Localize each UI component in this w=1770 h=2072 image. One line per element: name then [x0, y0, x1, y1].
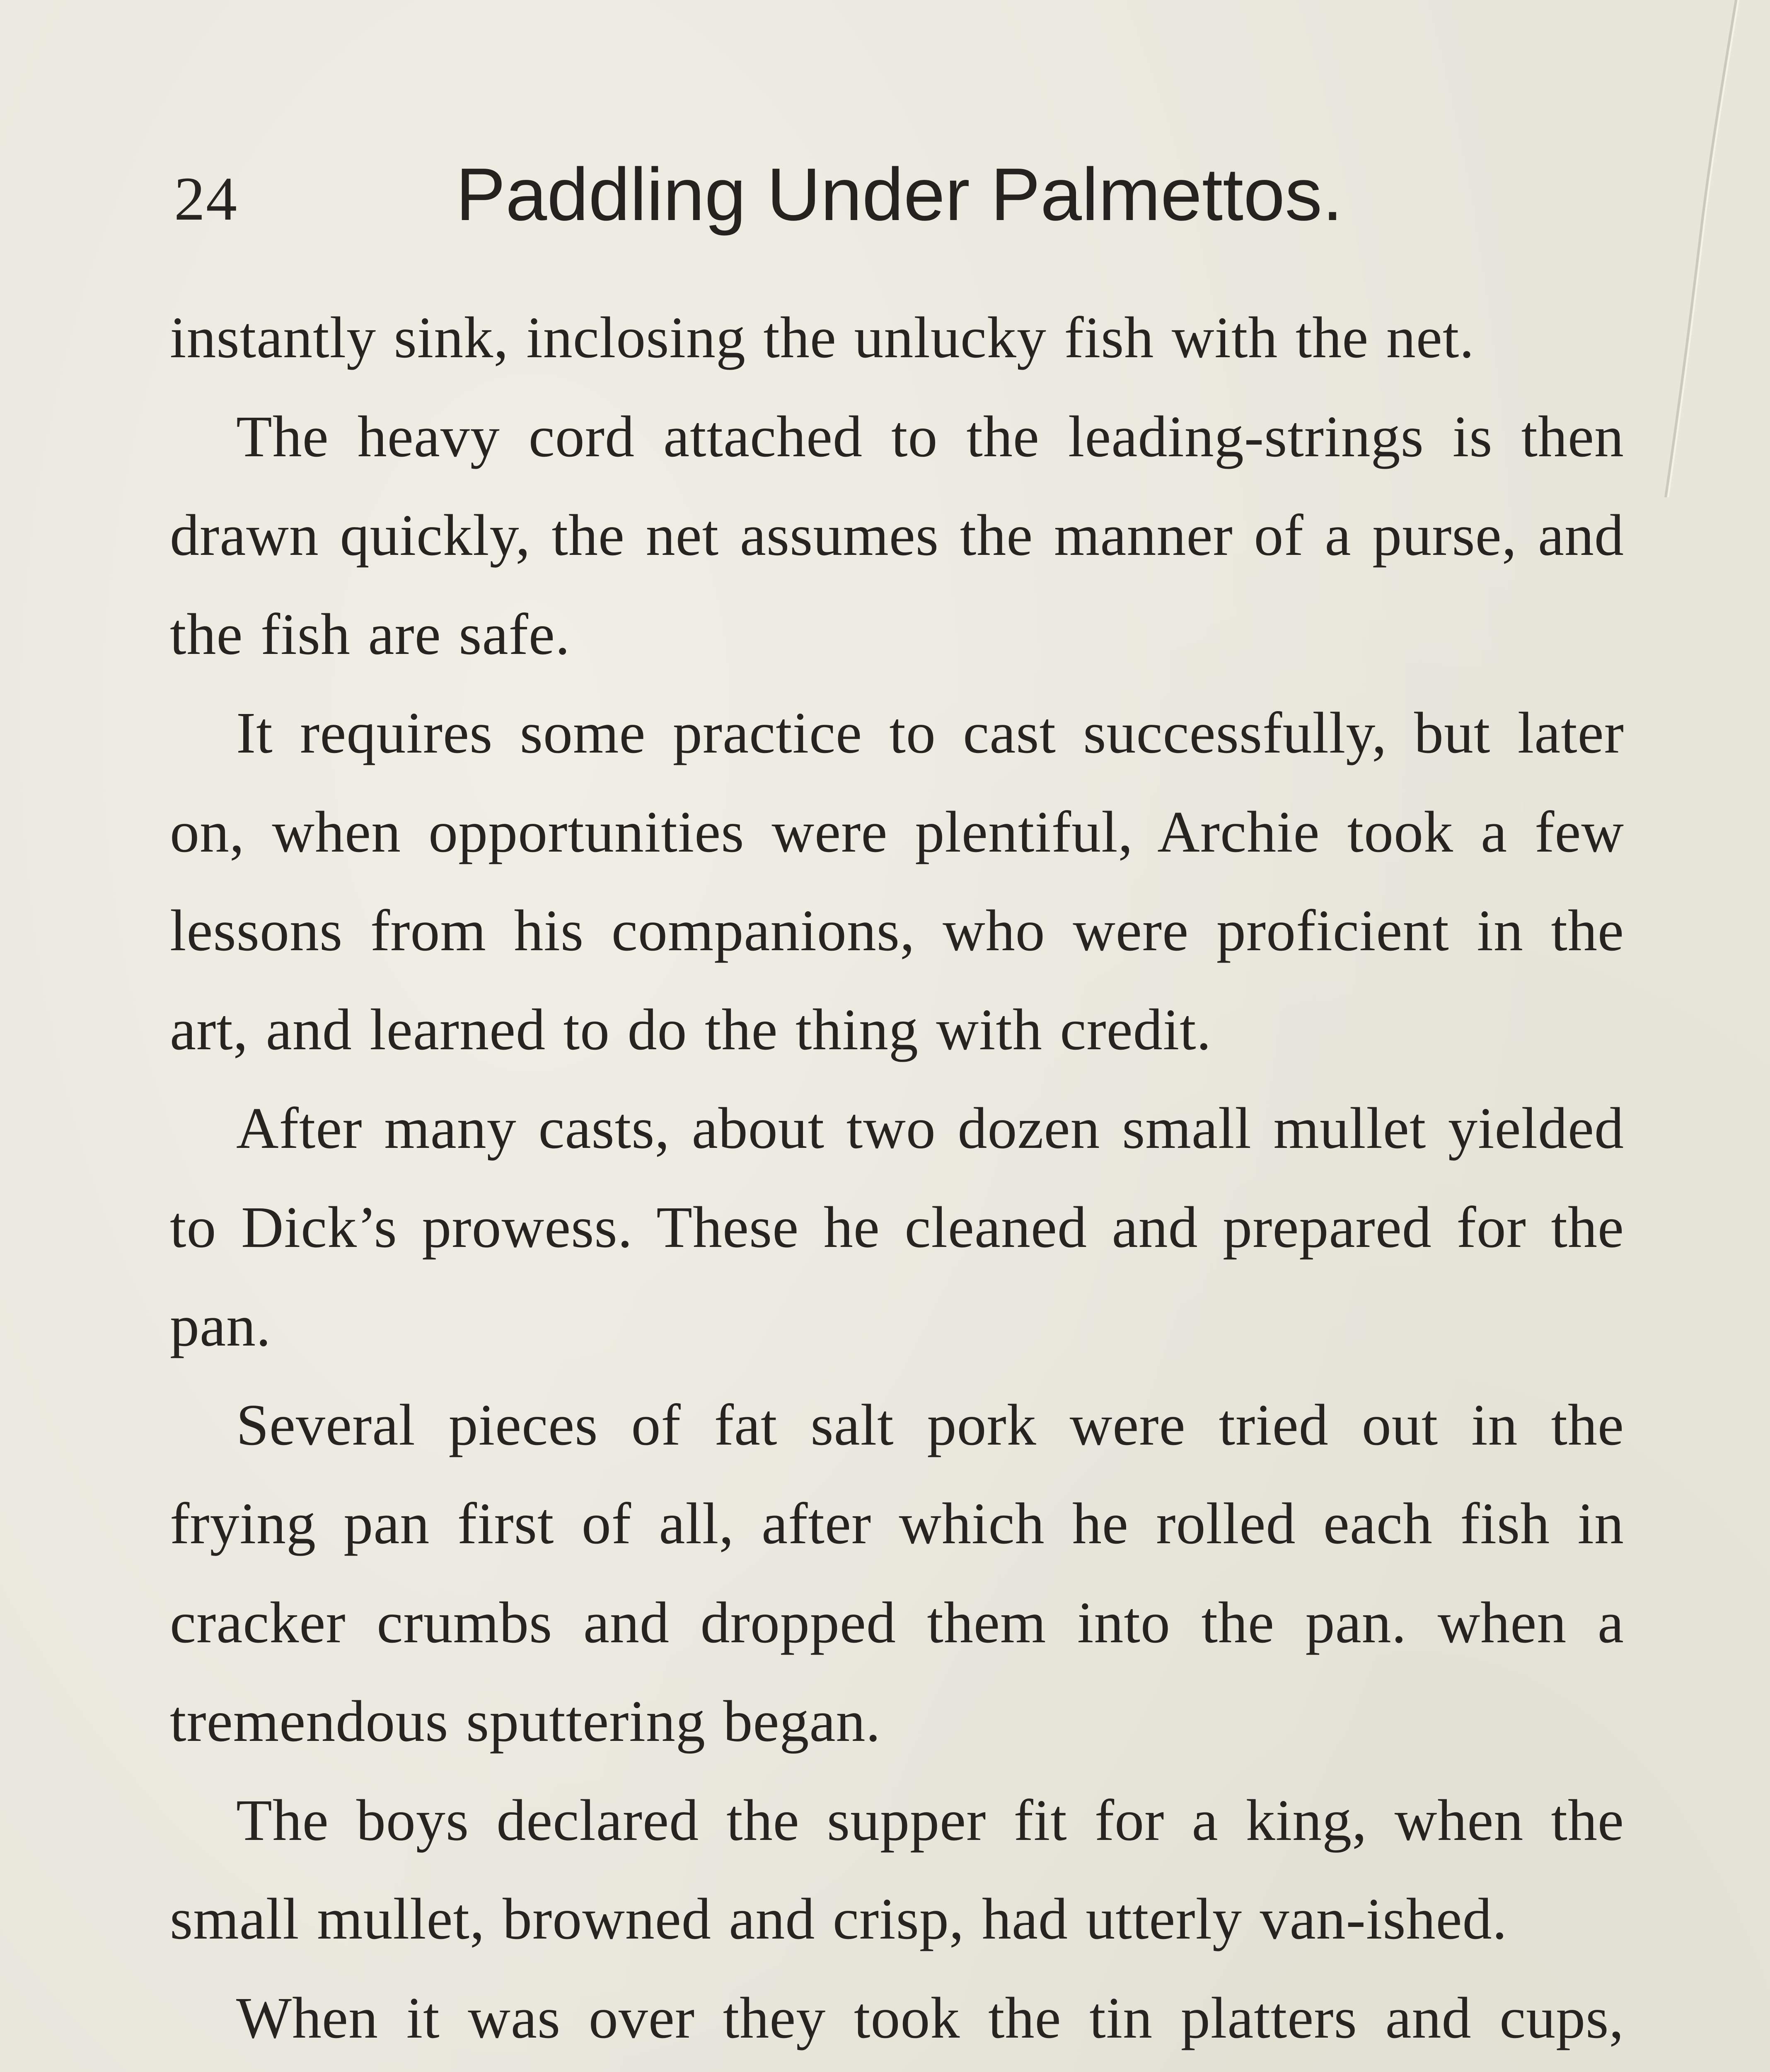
page-number: 24	[174, 165, 238, 233]
paragraph: After many casts, about two dozen small mullet yielded to Dick’s prowess. These he cleaned and prepared for the pan.	[170, 1095, 1624, 1358]
paragraph: It requires some practice to cast successfully, but later on, when opportunities were plentiful, Archie took a few lessons from his companions, who were proficient in the art, and learned to do the thing with credit.	[170, 700, 1624, 1062]
page-header	[174, 141, 1632, 249]
body-text	[170, 288, 1624, 2072]
paragraph: When it was over they took the tin platters and cups,	[236, 1985, 1624, 2050]
paragraph: The heavy cord attached to the leading-strings is then drawn quickly, the net assumes the manner of a purse, and the fish are safe.	[170, 403, 1624, 667]
paragraph: The boys declared the supper fit for a king, when the small mullet, browned and crisp, had utterly van-ished.	[170, 1787, 1624, 1951]
paper-crease	[1641, 0, 1740, 497]
paragraph: Several pieces of fat salt pork were tried out in the frying pan first of all, after which he rolled each fish in cracker crumbs and dropped them into the pan. when a tremendous sputtering began.	[170, 1392, 1624, 1754]
paragraph: instantly sink, inclosing the unlucky fish with the net.	[170, 305, 1475, 370]
running-head: Paddling Under Palmettos.	[456, 153, 1343, 236]
